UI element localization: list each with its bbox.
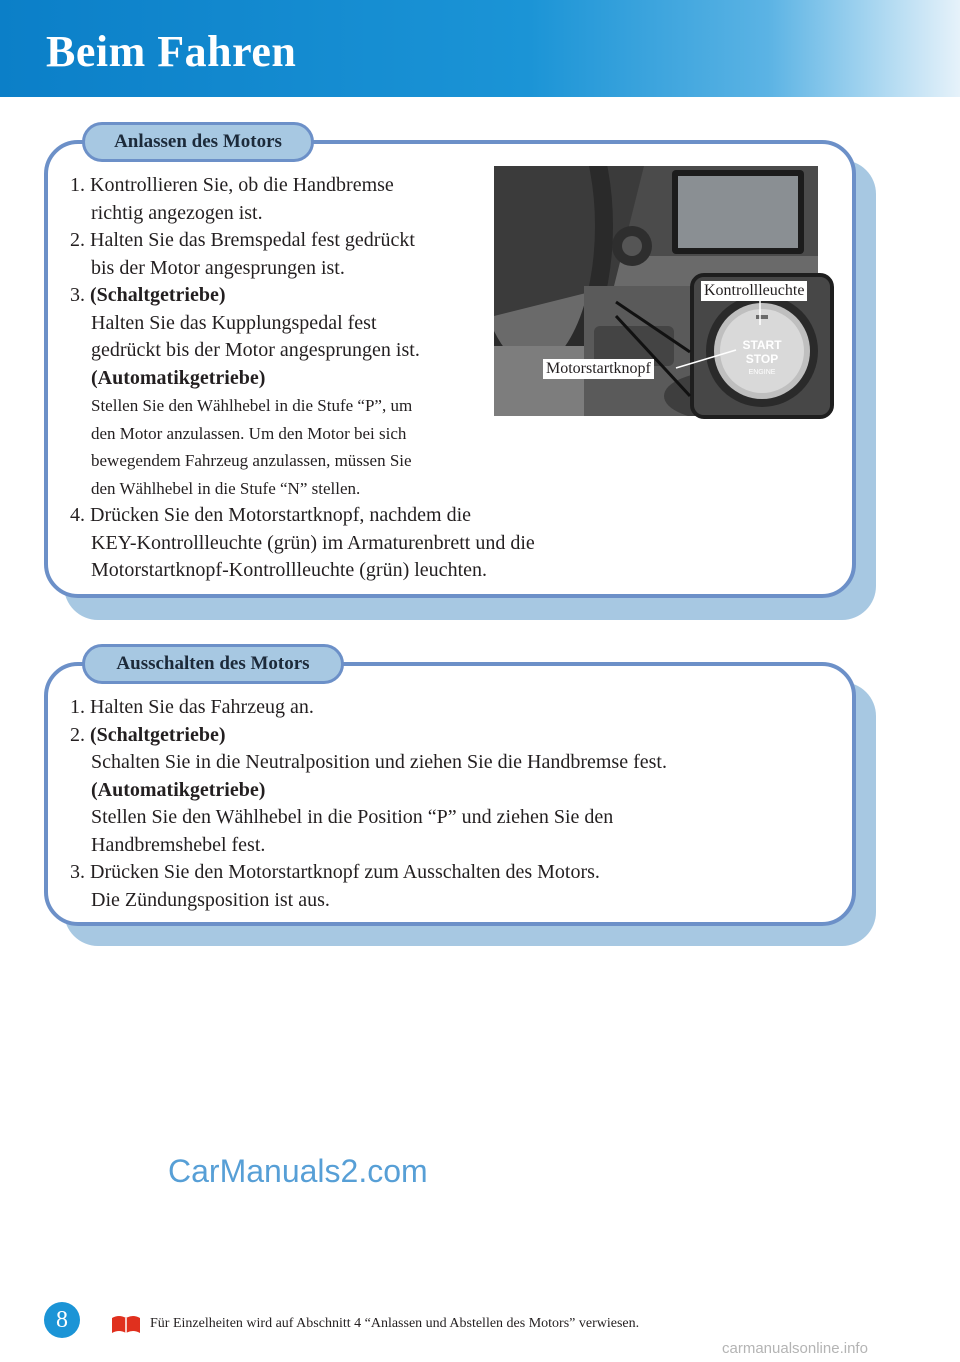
- callout-indicator: Kontrollleuchte: [701, 281, 807, 301]
- leader-button: [676, 350, 736, 368]
- step-line: [70, 694, 667, 722]
- step-number: 3.: [70, 284, 85, 306]
- section-stop-tab: Ausschalten des Motors: [82, 644, 344, 684]
- step-text: Halten Sie das Fahrzeug an.: [90, 696, 314, 718]
- step-line: [70, 722, 667, 750]
- step-number: 4.: [70, 504, 85, 526]
- step-number: 1.: [70, 174, 85, 196]
- step-number: 1.: [70, 696, 85, 718]
- button-text-stop: STOP: [745, 352, 779, 366]
- step-text: Drücken Sie den Motorstartknopf, nachdem die: [90, 504, 472, 526]
- book-icon: [110, 1314, 142, 1339]
- step-line: bewegendem Fahrzeug anzulassen, müssen Sie: [91, 451, 412, 470]
- step-line: den Wählhebel in die Stufe “N” stellen.: [91, 478, 361, 498]
- step-line: Stellen Sie den Wählhebel in die Stufe “P”, um: [91, 396, 413, 415]
- button-text-engine: ENGINE: [748, 369, 776, 376]
- auto-heading: (Automatikgetriebe): [91, 778, 266, 801]
- manual-heading: (Schaltgetriebe): [90, 284, 226, 306]
- auto-heading: (Automatikgetriebe): [91, 366, 266, 389]
- step-text: Halten Sie das Bremspedal fest gedrückt: [90, 229, 415, 251]
- page-number: 8: [44, 1302, 80, 1338]
- section-start-tab: Anlassen des Motors: [82, 122, 314, 162]
- step-line: richtig angezogen ist.: [91, 201, 263, 224]
- page-title: Beim Fahren: [46, 27, 297, 76]
- step-line: KEY-Kontrollleuchte (grün) im Armaturenbrett und die: [91, 531, 535, 554]
- step-line: Halten Sie das Kupplungspedal fest: [91, 311, 377, 334]
- step-text: Kontrollieren Sie, ob die Handbremse: [90, 174, 394, 196]
- footnote: Für Einzelheiten wird auf Abschnitt 4 “Anlassen und Abstellen des Motors” verwiesen.: [150, 1316, 640, 1331]
- step-number: 2.: [70, 229, 85, 251]
- step-line: Stellen Sie den Wählhebel in die Position “P” und ziehen Sie den: [91, 806, 614, 828]
- step-line: [70, 859, 667, 887]
- step-line: bis der Motor angesprungen ist.: [91, 256, 345, 279]
- section-stop-steps: [70, 694, 667, 914]
- watermark-logo: CarManuals2.com: [168, 1153, 428, 1189]
- button-text-start: START: [742, 338, 782, 352]
- step-line: Schalten Sie in die Neutralposition und ziehen Sie die Handbremse fest.: [91, 751, 667, 773]
- callout-start-button: Motorstartknopf: [543, 359, 654, 379]
- step-text: Drücken Sie den Motorstartknopf zum Ausschalten des Motors.: [90, 861, 600, 883]
- manual-heading: (Schaltgetriebe): [90, 723, 226, 746]
- step-line: Die Zündungsposition ist aus.: [91, 888, 330, 911]
- watermark-corner: carmanualsonline.info: [722, 1340, 868, 1357]
- step-number: 3.: [70, 861, 85, 883]
- step-line: gedrückt bis der Motor angesprungen ist.: [91, 339, 420, 361]
- step-line: Handbremshebel fest.: [91, 833, 266, 856]
- step-line: den Motor anzulassen. Um den Motor bei sich: [91, 423, 407, 443]
- step-number: 2.: [70, 723, 85, 746]
- step-line: Motorstartknopf-Kontrollleuchte (grün) leuchten.: [91, 559, 487, 581]
